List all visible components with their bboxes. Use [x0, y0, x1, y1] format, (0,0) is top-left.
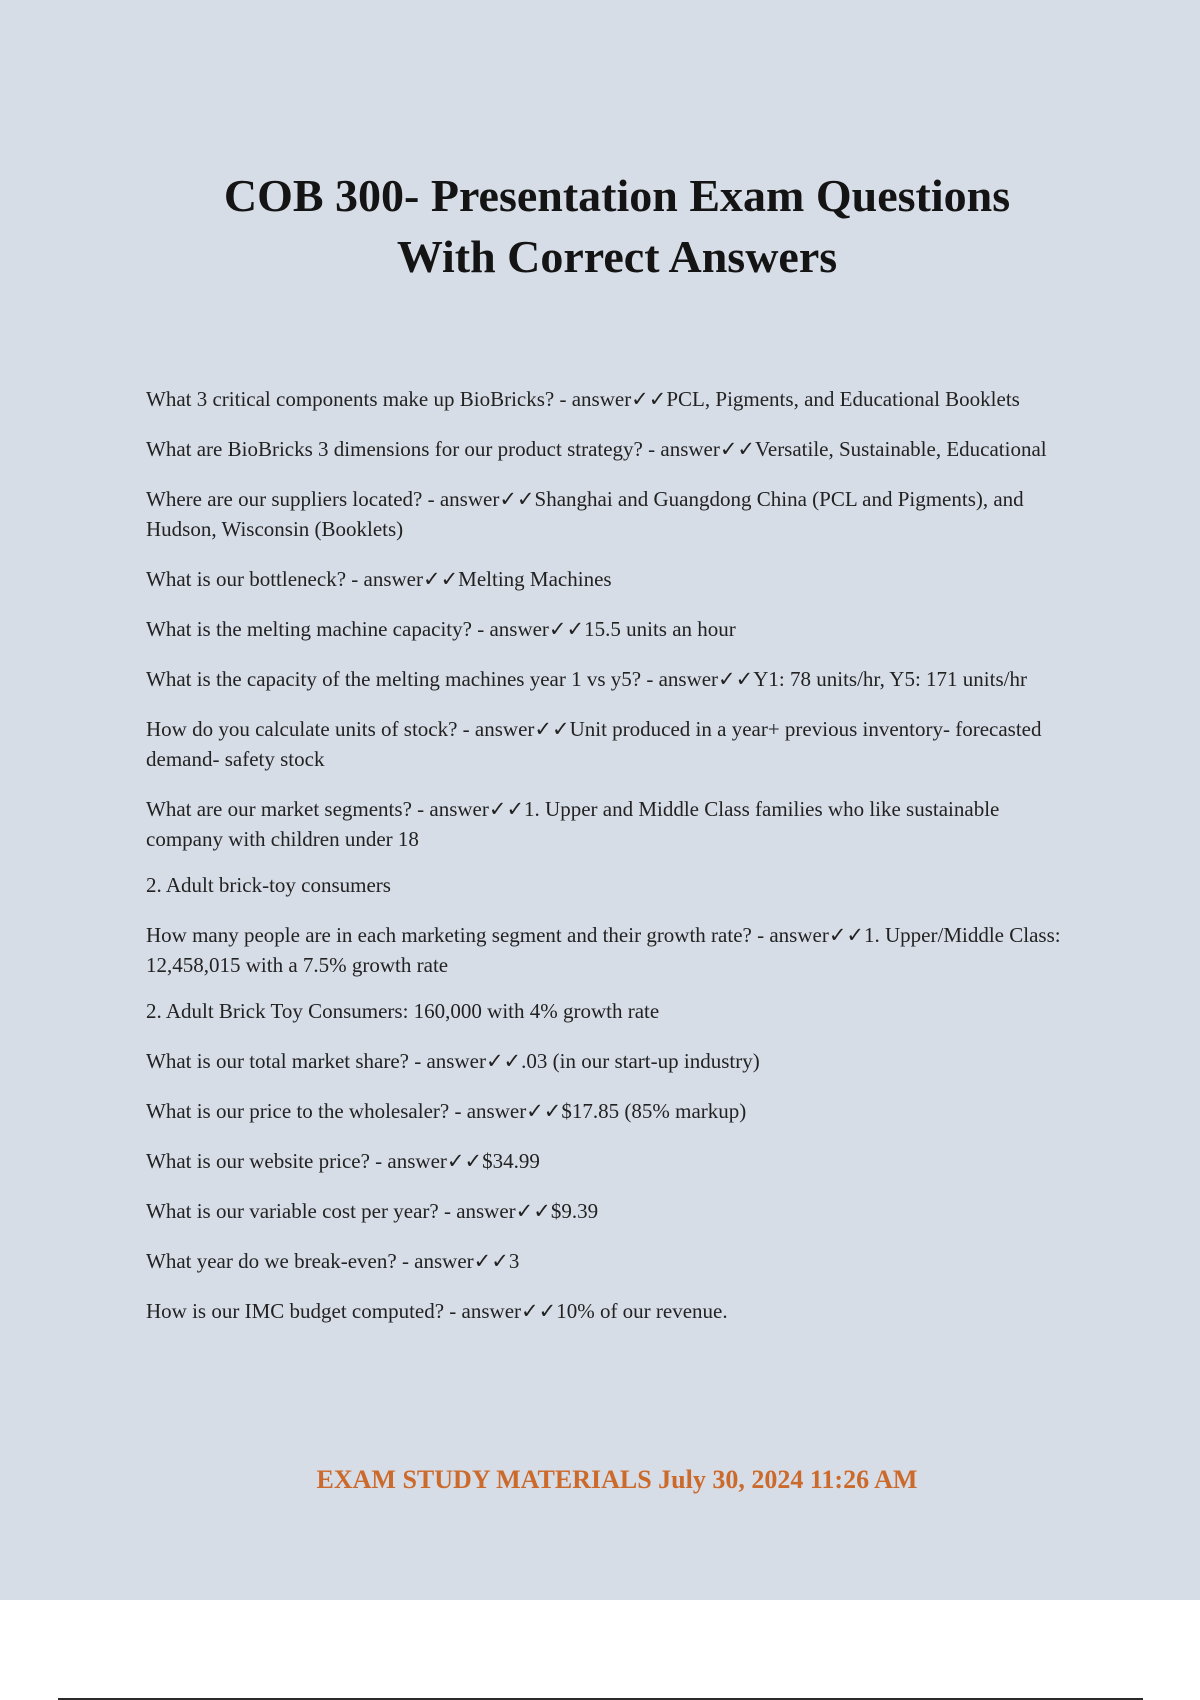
qa-item-4: What is our bottleneck? - answer✓✓Melting Machines — [146, 567, 612, 591]
title-line-1: COB 300- Presentation Exam Questions — [223, 170, 1011, 221]
qa-item-13: What is our price to the wholesaler? - answer✓✓$17.85 (85% markup) — [146, 1099, 747, 1123]
qa-item-1: What 3 critical components make up BioBricks? - answer✓✓PCL, Pigments, and Educational Booklets — [146, 387, 1020, 411]
qa-item-11: 2. Adult Brick Toy Consumers: 160,000 with 4% growth rate — [146, 999, 660, 1023]
qa-item-3: Where are our suppliers located? - answer✓✓Shanghai and Guangdong China (PCL and Pigments), and Hudson, Wisconsin (Booklets) — [146, 487, 1024, 541]
qa-item-14: What is our website price? - answer✓✓$34.99 — [146, 1149, 540, 1173]
question-answer-list — [146, 384, 1081, 1346]
qa-item-2: What are BioBricks 3 dimensions for our product strategy? - answer✓✓Versatile, Sustainable, Educational — [146, 437, 1047, 461]
qa-item-10: How many people are in each marketing segment and their growth rate? - answer✓✓1. Upper/Middle Class: 12,458,015 with a 7.5% growth rate — [146, 923, 1061, 977]
qa-item-15: What is our variable cost per year? - answer✓✓$9.39 — [146, 1199, 599, 1223]
qa-item-17: How is our IMC budget computed? - answer✓✓10% of our revenue. — [146, 1299, 728, 1323]
qa-item-6: What is the capacity of the melting machines year 1 vs y5? - answer✓✓Y1: 78 units/hr, Y5: 171 units/hr — [146, 667, 1027, 691]
qa-item-5: What is the melting machine capacity? - answer✓✓15.5 units an hour — [146, 617, 736, 641]
qa-item-7: How do you calculate units of stock? - answer✓✓Unit produced in a year+ previous inventory- forecasted demand- safety stock — [146, 717, 1042, 771]
qa-item-12: What is our total market share? - answer✓✓.03 (in our start-up industry) — [146, 1049, 760, 1073]
qa-item-8: What are our market segments? - answer✓✓1. Upper and Middle Class families who like sustainable company with children under 18 — [146, 797, 1000, 851]
title-line-2: With Correct Answers — [396, 231, 838, 282]
footer-study-materials: EXAM STUDY MATERIALS July 30, 2024 11:26 AM — [316, 1465, 918, 1494]
document-title — [0, 165, 1200, 287]
qa-item-16: What year do we break-even? - answer✓✓3 — [146, 1249, 520, 1273]
qa-item-9: 2. Adult brick-toy consumers — [146, 873, 391, 897]
